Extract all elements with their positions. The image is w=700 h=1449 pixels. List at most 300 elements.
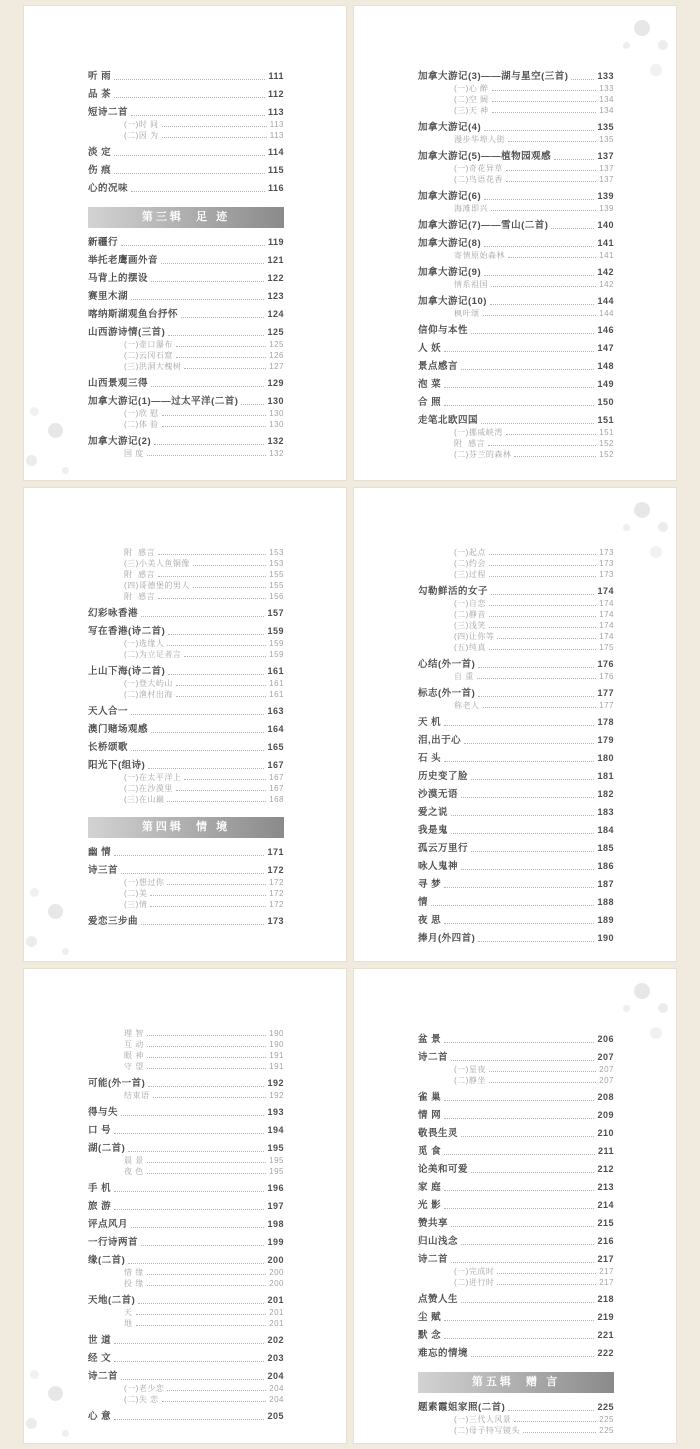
entry-title: 经 文 [88,1353,112,1365]
entry-page-number: 195 [267,1143,284,1154]
entry-title: 天地(二首) [88,1295,136,1307]
dot-leader [489,576,596,577]
entry-title: 情系祖国 [454,280,488,289]
toc-subentry [88,120,284,129]
toc-entry [418,415,614,426]
entry-page-number: 180 [597,752,614,763]
entry-page-number: 201 [269,1319,284,1329]
entry-page-number: 129 [267,378,284,388]
dot-leader [167,801,266,802]
toc-entry [88,273,284,284]
dot-leader [131,191,265,192]
toc-subentry [418,204,614,213]
dot-leader [128,1263,264,1264]
dot-leader [114,97,265,98]
dot-leader [128,1151,264,1152]
toc-entry [418,1402,614,1413]
entry-page-number: 208 [597,1092,614,1103]
toc-entry [418,1146,614,1157]
dot-leader [150,895,266,896]
entry-title: (二)因 为 [124,131,159,140]
dot-leader [136,1325,267,1326]
toc-content [24,488,346,927]
dot-leader [481,423,594,424]
entry-page-number: 203 [267,1353,284,1364]
entry-title: 捧月(外四首) [418,932,476,944]
dot-leader [131,115,265,116]
toc-subentry [88,1051,284,1060]
dot-leader [492,101,597,102]
toc-entry [88,865,284,876]
entry-title: 赞共享 [418,1218,449,1230]
entry-title: 山西景观三得 [88,378,149,389]
dot-leader [489,1082,596,1083]
entry-page-number: 139 [597,191,614,201]
entry-title: 人 妖 [418,343,442,354]
toc-entry [418,1294,614,1305]
entry-page-number: 204 [269,1384,284,1394]
entry-page-number: 125 [269,340,284,349]
entry-title: 赛里木湖 [88,291,129,302]
entry-title: 诗二首 [418,1052,449,1064]
entry-page-number: 135 [599,135,614,144]
entry-title: 情 网 [418,1110,442,1122]
entry-title: 地 [124,1319,133,1329]
entry-title: 加拿大游记(1)——过太平洋(二首) [88,396,239,407]
entry-title: (一)三代人风景 [454,1415,512,1425]
entry-title: 光 影 [418,1200,442,1212]
entry-title: (三)在山巅 [124,794,165,804]
toc-entry [418,807,614,818]
entry-title: 夜 色 [124,1167,144,1177]
dot-leader [478,696,594,697]
toc-subentry [88,1091,284,1100]
entry-page-number: 122 [267,273,284,283]
dot-leader [492,112,597,113]
entry-page-number: 133 [597,71,614,81]
entry-page-number: 218 [597,1294,614,1305]
entry-page-number: 200 [269,1279,284,1289]
entry-page-number: 137 [597,151,614,161]
entry-title: 题素霞姐家照(二首) [418,1402,506,1414]
entry-title: 枫叶颂 [454,309,480,318]
entry-title: 寻 梦 [418,878,442,890]
dot-leader [147,1173,266,1174]
toc-entry [418,71,614,82]
toc-subentry [418,450,614,459]
dot-leader [131,299,264,300]
toc-subentry [418,632,614,641]
dot-leader [167,645,266,646]
entry-page-number: 193 [267,1107,284,1118]
entry-page-number: 204 [269,1395,284,1405]
entry-page-number: 113 [269,120,284,129]
dot-leader [484,275,594,276]
toc-entry [88,760,284,771]
dot-leader [184,779,266,780]
toc-entry [88,1107,284,1118]
entry-title: 长桥颂歌 [88,741,129,753]
entry-page-number: 159 [269,638,284,648]
entry-page-number: 195 [269,1167,284,1177]
entry-title: (三)过程 [454,569,486,579]
entry-page-number: 137 [599,164,614,173]
dot-leader [551,228,594,229]
entry-title: (一)时 间 [124,120,159,129]
dot-leader [168,634,264,635]
entry-title: 加拿大游记(5)——植物园观感 [418,151,552,162]
entry-page-number: 171 [267,846,284,857]
toc-subentry [88,362,284,371]
entry-title: (二)静音 [454,609,486,619]
entry-page-number: 195 [269,1156,284,1166]
entry-page-number: 153 [269,547,284,557]
entry-title: 品 茶 [88,89,112,100]
dot-leader [147,1046,266,1047]
entry-page-number: 173 [599,547,614,557]
entry-page-number: 142 [597,267,614,277]
entry-title: 自 重 [454,671,474,681]
entry-page-number: 167 [269,783,284,793]
toc-entry [418,1348,614,1359]
entry-title: (三)小美人鱼铜像 [124,558,190,568]
toc-entry [88,724,284,735]
entry-title: (一)起点 [454,547,486,557]
dot-leader [506,434,596,435]
toc-entry [88,147,284,158]
entry-title: 难忘的情境 [418,1348,469,1360]
entry-title: (三)洪洞大槐树 [124,362,182,371]
toc-entry [418,1312,614,1323]
entry-title: 旅 游 [88,1201,112,1213]
entry-title: 信仰与本性 [418,325,469,336]
entry-page-number: 157 [267,607,284,618]
entry-title: (一)选缘人 [124,638,165,648]
dot-leader [461,869,594,870]
toc-subentry [88,889,284,898]
entry-title: (二)云冈石窟 [124,351,173,360]
dot-leader [491,594,594,595]
entry-title: 手 机 [88,1183,112,1195]
toc-entry [418,296,614,307]
entry-page-number: 126 [269,351,284,360]
dot-leader [506,181,596,182]
dot-leader [477,678,596,679]
dot-leader [150,906,266,907]
entry-title: 称老人 [454,700,480,710]
dot-leader [484,246,594,247]
dot-leader [497,1284,596,1285]
dot-leader [471,1356,594,1357]
entry-title: 论美和可爱 [418,1164,469,1176]
entry-title: (二)进行时 [454,1278,495,1288]
entry-title: (二)母子特写镜头 [454,1426,520,1436]
entry-title: (三)情 [124,899,148,909]
toc-entry [418,1218,614,1229]
toc-entry [418,688,614,699]
toc-subentry [88,679,284,688]
entry-page-number: 111 [268,71,284,81]
entry-page-number: 189 [597,914,614,925]
entry-page-number: 207 [597,1052,614,1063]
dot-leader [147,455,266,456]
entry-page-number: 202 [267,1335,284,1346]
toc-page-1 [24,6,346,480]
toc-entry [418,753,614,764]
entry-page-number: 121 [267,255,284,265]
dot-leader [431,905,594,906]
section-header: 第四辑 情 境 [88,817,284,838]
dot-leader [471,779,594,780]
entry-title: 加拿大游记(4) [418,122,482,133]
entry-page-number: 159 [267,625,284,636]
toc-page-4 [354,488,676,962]
dot-leader [114,155,265,156]
toc-entry [418,122,614,133]
toc-content [24,6,346,458]
toc-entry [418,1200,614,1211]
dot-leader [489,605,596,606]
toc-entry [88,107,284,118]
toc-entry [418,1092,614,1103]
dot-leader [491,286,596,287]
dot-leader [444,1100,594,1101]
dot-leader [121,245,265,246]
toc-entry [418,1330,614,1341]
toc-entry [418,915,614,926]
dot-leader [451,1262,594,1263]
entry-page-number: 113 [267,107,284,117]
entry-page-number: 181 [597,770,614,781]
dot-leader [471,851,594,852]
entry-page-number: 144 [597,296,614,306]
toc-entry [418,1128,614,1139]
dot-leader [483,707,597,708]
toc-entry [88,1237,284,1248]
entry-page-number: 146 [597,325,614,335]
entry-page-number: 172 [269,877,284,887]
dot-leader [147,1285,266,1286]
toc-subentry [88,1156,284,1165]
dot-leader [444,887,594,888]
entry-title: (二)为立足者言 [124,649,182,659]
toc-entry [88,608,284,619]
entry-title: 诗三首 [88,864,119,876]
toc-subentry [418,643,614,652]
dot-leader [451,1226,594,1227]
toc-subentry [88,548,284,557]
entry-title: 加拿大游记(7)——雪山(二首) [418,220,549,231]
toc-subentry [88,795,284,804]
entry-title: 投 缘 [124,1279,144,1289]
dot-leader [444,1042,594,1043]
toc-subentry [88,592,284,601]
toc-entry [88,183,284,194]
toc-entry [88,436,284,447]
entry-page-number: 225 [599,1426,614,1436]
entry-page-number: 204 [267,1371,284,1382]
entry-page-number: 199 [267,1237,284,1248]
entry-page-number: 215 [597,1218,614,1229]
entry-title: 觅 食 [418,1146,442,1158]
toc-subentry [418,135,614,144]
entry-title: 湖(二首) [88,1143,126,1155]
entry-page-number: 142 [599,280,614,289]
entry-page-number: 130 [267,396,284,406]
dot-leader [444,351,594,352]
entry-page-number: 200 [269,1268,284,1278]
dot-leader [162,1401,267,1402]
dot-leader [241,404,264,405]
toc-entry [88,1219,284,1230]
entry-title: (三)浅笑 [454,620,486,630]
dot-leader [444,1154,595,1155]
toc-subentry [88,1268,284,1277]
entry-title: 漫步华埠人街 [454,135,505,144]
toc-entry [88,1183,284,1194]
entry-title: 家 庭 [418,1182,442,1194]
toc-entry [88,1371,284,1382]
entry-title: 夜 思 [418,914,442,926]
entry-page-number: 194 [267,1125,284,1136]
dot-leader [461,1244,594,1245]
toc-entry [88,1353,284,1364]
toc-entry [88,1078,284,1089]
entry-title: 短诗二首 [88,107,129,118]
entry-title: 写在香港(诗二首) [88,625,166,637]
entry-page-number: 201 [269,1308,284,1318]
entry-page-number: 196 [267,1183,284,1194]
entry-page-number: 135 [597,122,614,132]
toc-entry [418,586,614,597]
entry-page-number: 173 [599,569,614,579]
toc-entry [418,843,614,854]
dot-leader [471,333,594,334]
dot-leader [114,1209,264,1210]
toc-entry [88,1201,284,1212]
toc-subentry [418,309,614,318]
dot-leader [147,1068,266,1069]
entry-title: (一)挪威峡湾 [454,428,503,437]
entry-title: 天 [124,1308,133,1318]
entry-page-number: 112 [267,89,284,99]
toc-entry [418,879,614,890]
dot-leader [514,1421,596,1422]
entry-page-number: 152 [599,450,614,459]
entry-page-number: 221 [597,1330,614,1341]
toc-subentry [418,1065,614,1074]
entry-page-number: 191 [269,1051,284,1061]
toc-subentry [418,95,614,104]
dot-leader [514,456,596,457]
entry-title: 阳光下(组诗) [88,759,146,771]
entry-page-number: 182 [597,788,614,799]
entry-title: 我是鬼 [418,824,449,836]
entry-page-number: 177 [597,687,614,698]
toc-entry [88,1255,284,1266]
entry-title: (一)登大屿山 [124,678,173,688]
entry-page-number: 141 [599,251,614,260]
entry-title: 加拿大游记(3)——湖与星空(三首) [418,71,569,82]
entry-page-number: 173 [267,915,284,926]
toc-entry [418,151,614,162]
entry-page-number: 172 [269,888,284,898]
dot-leader [176,346,266,347]
entry-page-number: 123 [267,291,284,301]
toc-page-6 [354,969,676,1443]
toc-subentry [418,599,614,608]
dot-leader [141,1245,264,1246]
dot-leader [148,1086,264,1087]
toc-entry [88,666,284,677]
entry-title: (四)让你等 [454,631,495,641]
dot-leader [461,369,594,370]
dot-leader [484,199,594,200]
entry-title: 加拿大游记(2) [88,436,152,447]
dot-leader [489,1071,596,1072]
toc-entry [88,1125,284,1136]
entry-title: 归山浅念 [418,1236,459,1248]
entry-page-number: 175 [599,642,614,652]
entry-page-number: 125 [267,327,284,337]
entry-title: 心结(外一首) [418,658,476,670]
entry-page-number: 149 [597,379,614,389]
dot-leader [451,815,594,816]
toc-subentry [88,1040,284,1049]
entry-page-number: 167 [267,759,284,770]
entry-title: 马背上的摆设 [88,273,149,284]
entry-title: 惜 缘 [124,1268,144,1278]
dot-leader [141,924,264,925]
entry-page-number: 150 [597,397,614,407]
entry-title: 结束语 [124,1091,150,1101]
entry-page-number: 214 [597,1200,614,1211]
entry-page-number: 187 [597,878,614,889]
toc-entry [88,255,284,266]
entry-title: 天 机 [418,716,442,728]
toc-entry [88,89,284,100]
toc-subentry [418,1267,614,1276]
entry-title: 爱之说 [418,806,449,818]
entry-page-number: 178 [597,716,614,727]
toc-entry [418,361,614,372]
entry-page-number: 119 [267,237,284,247]
toc-entry [418,343,614,354]
toc-entry [418,825,614,836]
dot-leader [161,263,264,264]
toc-entry [88,1411,284,1422]
toc-subentry [88,1384,284,1393]
toc-entry [418,220,614,231]
toc-entry [88,327,284,338]
entry-page-number: 209 [597,1110,614,1121]
dot-leader [138,1303,264,1304]
toc-entry [418,1110,614,1121]
dot-leader [497,1273,596,1274]
entry-page-number: 164 [267,723,284,734]
dot-leader [471,1172,594,1173]
entry-title: (二)静坐 [454,1076,486,1086]
entry-title: 眼 神 [124,1051,144,1061]
entry-title: 伤 痕 [88,165,112,176]
entry-title: (一)想过你 [124,877,165,887]
dot-leader [131,750,264,751]
toc-subentry [88,1319,284,1328]
entry-page-number: 130 [269,409,284,418]
dot-leader [444,1338,594,1339]
dot-leader [167,884,266,885]
entry-title: 听 雨 [88,71,112,82]
